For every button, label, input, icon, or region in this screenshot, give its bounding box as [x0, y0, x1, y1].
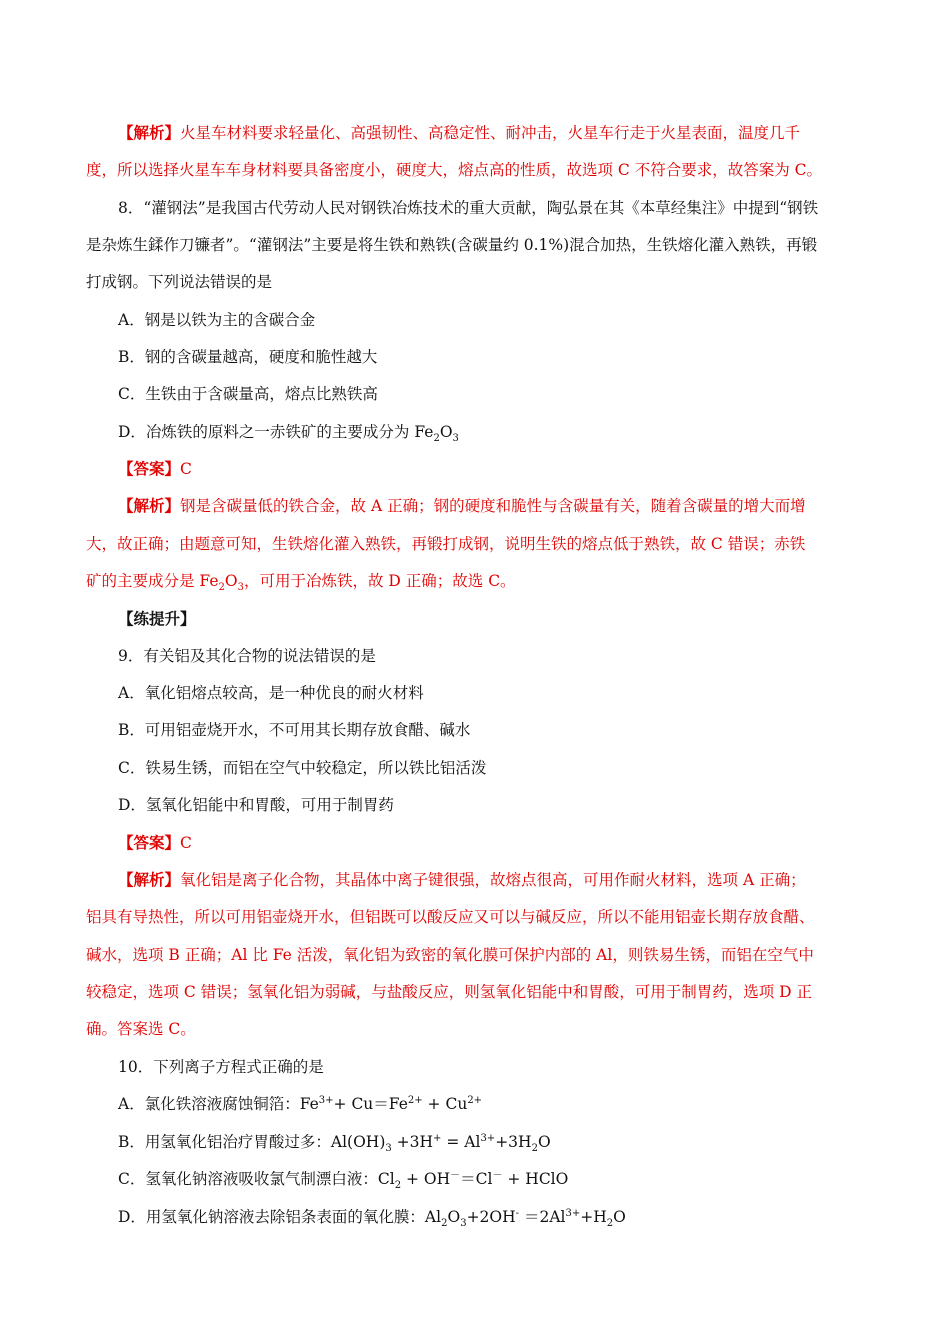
- q8-stem-line-1: 8．“灌钢法”是我国古代劳动人民对钢铁冶炼技术的重大贡献，陶弘景在其《本草经集注》中提到“钢铁: [118, 199, 819, 217]
- q8-analysis-line-2: 大，故正确；由题意可知，生铁熔化灌入熟铁，再锻打成钢，说明生铁的熔点低于熟铁，故 C 错误；赤铁: [86, 535, 806, 553]
- superscript: －: [492, 1169, 503, 1181]
- answer-value: C: [180, 460, 192, 478]
- option-text: O: [439, 423, 453, 441]
- subscript: 2: [433, 433, 440, 445]
- q10-stem: 10．下列离子方程式正确的是: [118, 1058, 324, 1076]
- q9-analysis-line-5: 确。答案选 C。: [86, 1020, 196, 1038]
- q7-analysis-line-1: [118, 122, 908, 144]
- option-text: = Al: [441, 1133, 481, 1151]
- q7-analysis-line-2: 度，所以选择火星车车身材料要具备密度小，硬度大，熔点高的性质，故选项 C 不符合要求，故答案为 C。: [86, 161, 823, 179]
- superscript: 3+: [480, 1132, 496, 1144]
- q9-stem: 9．有关铝及其化合物的说法错误的是: [118, 647, 376, 665]
- q8-option-b: B．钢的含碳量越高，硬度和脆性越大: [118, 348, 378, 366]
- superscript: +: [433, 1132, 442, 1144]
- subscript: 3: [452, 433, 459, 445]
- option-text: +3H: [391, 1133, 434, 1151]
- option-text: + Cu: [422, 1095, 468, 1113]
- option-text: + Cu＝Fe: [333, 1095, 408, 1113]
- subscript: 2: [218, 582, 225, 594]
- superscript: -: [515, 1207, 520, 1219]
- option-text: O: [537, 1133, 551, 1151]
- option-text: B．用氢氧化铝治疗胃酸过多：Al(OH): [118, 1133, 386, 1151]
- subscript: 2: [606, 1218, 614, 1230]
- option-text: +2OH: [466, 1208, 516, 1226]
- option-text: O: [613, 1208, 626, 1226]
- analysis-text: 矿的主要成分是 Fe: [86, 572, 219, 590]
- answer-tag: 【答案】: [118, 459, 181, 478]
- q9-option-c: C．铁易生锈，而铝在空气中较稳定，所以铁比铝活泼: [118, 759, 487, 777]
- q8-stem-line-3: 打成钢。下列说法错误的是: [86, 273, 273, 291]
- option-text: + OH: [401, 1170, 451, 1188]
- analysis-tag: 【解析】: [118, 123, 181, 142]
- q9-analysis-line-2: 铝具有导热性，所以可用铝壶烧开水，但铝既可以酸反应又可以与碱反应，所以不能用铝壶长期存放食醋、: [86, 908, 815, 926]
- analysis-text: 氧化铝是离子化合物，其晶体中离子键很强，故熔点很高，可用作耐火材料，选项 A 正确；: [180, 871, 806, 889]
- q10-option-b: [118, 1131, 908, 1153]
- option-text: +H: [580, 1208, 607, 1226]
- answer-value: C: [180, 834, 192, 852]
- analysis-text: ，可用于冶炼铁，故 D 正确；故选 C。: [243, 572, 516, 590]
- q9-option-a: A．氧化铝熔点较高，是一种优良的耐火材料: [118, 684, 424, 702]
- q8-answer: [118, 458, 908, 480]
- q8-analysis-line-1: [118, 495, 908, 517]
- option-text: +3H: [495, 1133, 532, 1151]
- section-heading: 【练提升】: [118, 609, 196, 628]
- option-text: ＝2Al: [519, 1208, 566, 1226]
- q10-option-c: [118, 1168, 908, 1190]
- option-text: D．用氢氧化钠溶液去除铝条表面的氧化膜：Al: [118, 1208, 442, 1226]
- superscript: 3+: [565, 1207, 581, 1219]
- q8-option-d: [118, 421, 908, 443]
- subscript: 3: [237, 582, 244, 594]
- option-text: + HClO: [502, 1170, 569, 1188]
- option-text: C．氢氧化钠溶液吸收氯气制漂白液：Cl: [118, 1170, 395, 1188]
- analysis-tag: 【解析】: [118, 496, 181, 515]
- subscript: 3: [385, 1143, 392, 1155]
- q10-option-a: [118, 1093, 908, 1115]
- option-text: ＝Cl: [460, 1170, 493, 1188]
- q9-answer: [118, 832, 908, 854]
- q9-option-d: D．氢氧化铝能中和胃酸，可用于制胃药: [118, 796, 394, 814]
- q8-stem-line-2: 是杂炼生鍒作刀镰者”。“灌钢法”主要是将生铁和熟铁(含碳量约 0.1%)混合加热，生铁熔化灌入熟铁，再锻: [86, 236, 818, 254]
- q9-analysis-line-3: 碱水，选项 B 正确；Al 比 Fe 活泼，氧化铝为致密的氧化膜可保护内部的 Al，则铁易生锈，而铝在空气中: [86, 946, 814, 964]
- superscript: 3+: [318, 1094, 334, 1106]
- subscript: 2: [394, 1180, 402, 1192]
- subscript: 3: [460, 1218, 467, 1230]
- q8-analysis-line-3: [86, 570, 876, 592]
- option-text: D．冶炼铁的原料之一赤铁矿的主要成分为 Fe: [118, 423, 434, 441]
- analysis-tag: 【解析】: [118, 870, 181, 889]
- q8-option-a: A．钢是以铁为主的含碳合金: [118, 311, 316, 329]
- q9-option-b: B．可用铝壶烧开水，不可用其长期存放食醋、碱水: [118, 721, 471, 739]
- superscript: 2+: [407, 1094, 423, 1106]
- analysis-text: O: [224, 572, 238, 590]
- subscript: 2: [531, 1143, 538, 1155]
- analysis-text: 钢是含碳量低的铁合金，故 A 正确；钢的硬度和脆性与含碳量有关，随着含碳量的增大而增: [180, 497, 806, 515]
- subscript: 2: [441, 1218, 448, 1230]
- q9-analysis-line-1: [118, 869, 908, 891]
- superscript: 2+: [467, 1094, 483, 1106]
- q9-analysis-line-4: 较稳定，选项 C 错误；氢氧化铝为弱碱，与盐酸反应，则氢氧化铝能中和胃酸，可用于制胃药，选项 D 正: [86, 983, 812, 1001]
- option-text: A．氯化铁溶液腐蚀铜箔：Fe: [118, 1095, 319, 1113]
- option-text: O: [447, 1208, 461, 1226]
- analysis-text: 火星车材料要求轻量化、高强韧性、高稳定性、耐冲击，火星车行走于火星表面，温度几千: [180, 124, 801, 142]
- q10-option-d: [118, 1206, 908, 1228]
- superscript: －: [450, 1169, 461, 1181]
- q8-option-c: C．生铁由于含碳量高，熔点比熟铁高: [118, 385, 378, 403]
- answer-tag: 【答案】: [118, 833, 181, 852]
